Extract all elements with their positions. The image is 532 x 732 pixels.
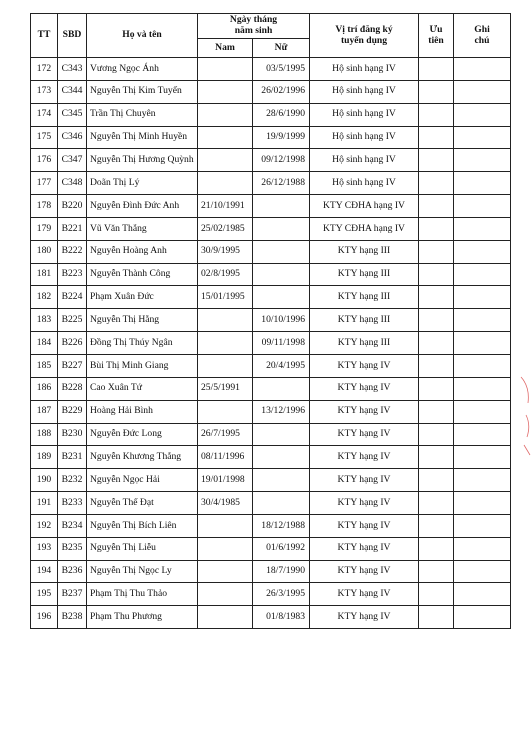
cell-sbd: B236 xyxy=(58,560,87,583)
cell-sbd: C347 xyxy=(58,149,87,172)
cell-note xyxy=(454,149,511,172)
cell-name: Nguyễn Thành Công xyxy=(87,263,198,286)
table-row xyxy=(31,217,511,240)
cell-tt: 178 xyxy=(31,195,58,218)
cell-dob-female xyxy=(253,217,310,240)
cell-position: Hộ sinh hạng IV xyxy=(310,172,419,195)
cell-tt: 183 xyxy=(31,309,58,332)
margin-mark xyxy=(518,375,532,465)
table-row xyxy=(31,126,511,149)
cell-dob-male xyxy=(198,583,253,606)
table-row xyxy=(31,606,511,629)
cell-name: Nguyễn Thị Bích Liên xyxy=(87,514,198,537)
cell-priority xyxy=(419,514,454,537)
cell-position: KTY hạng IV xyxy=(310,423,419,446)
cell-note xyxy=(454,354,511,377)
cell-note xyxy=(454,583,511,606)
cell-tt: 189 xyxy=(31,446,58,469)
cell-tt: 181 xyxy=(31,263,58,286)
cell-name: Nguyễn Đình Đức Anh xyxy=(87,195,198,218)
cell-dob-female xyxy=(253,377,310,400)
cell-note xyxy=(454,423,511,446)
cell-sbd: B238 xyxy=(58,606,87,629)
cell-position: KTY hạng III xyxy=(310,263,419,286)
cell-name: Nguyễn Thị Hương Quỳnh xyxy=(87,149,198,172)
cell-dob-female: 09/12/1998 xyxy=(253,149,310,172)
cell-position: KTY hạng IV xyxy=(310,537,419,560)
cell-dob-female xyxy=(253,195,310,218)
table-row xyxy=(31,149,511,172)
cell-sbd: B223 xyxy=(58,263,87,286)
table-row xyxy=(31,80,511,103)
table-row xyxy=(31,263,511,286)
cell-position: KTY hạng III xyxy=(310,240,419,263)
cell-tt: 175 xyxy=(31,126,58,149)
cell-dob-female: 26/12/1988 xyxy=(253,172,310,195)
cell-name: Nguyễn Thị Hằng xyxy=(87,309,198,332)
cell-note xyxy=(454,332,511,355)
cell-dob-male: 08/11/1996 xyxy=(198,446,253,469)
header-tt: TT xyxy=(31,14,58,58)
cell-position: KTY hạng IV xyxy=(310,583,419,606)
cell-priority xyxy=(419,217,454,240)
cell-dob-male xyxy=(198,332,253,355)
cell-tt: 177 xyxy=(31,172,58,195)
cell-tt: 192 xyxy=(31,514,58,537)
cell-name: Phạm Thu Phương xyxy=(87,606,198,629)
cell-sbd: C348 xyxy=(58,172,87,195)
cell-name: Cao Xuân Tứ xyxy=(87,377,198,400)
header-male: Nam xyxy=(198,39,253,58)
cell-dob-female xyxy=(253,286,310,309)
cell-sbd: C346 xyxy=(58,126,87,149)
cell-dob-female xyxy=(253,469,310,492)
cell-sbd: B228 xyxy=(58,377,87,400)
cell-note xyxy=(454,537,511,560)
cell-name: Phạm Xuân Đức xyxy=(87,286,198,309)
table-row xyxy=(31,469,511,492)
cell-name: Vương Ngọc Ánh xyxy=(87,58,198,81)
cell-name: Nguyễn Đức Long xyxy=(87,423,198,446)
cell-priority xyxy=(419,103,454,126)
cell-tt: 172 xyxy=(31,58,58,81)
table-row xyxy=(31,172,511,195)
cell-priority xyxy=(419,58,454,81)
cell-dob-female xyxy=(253,240,310,263)
table-row xyxy=(31,400,511,423)
cell-tt: 188 xyxy=(31,423,58,446)
cell-dob-male xyxy=(198,309,253,332)
cell-dob-female: 18/12/1988 xyxy=(253,514,310,537)
cell-position: KTY hạng III xyxy=(310,309,419,332)
table-row xyxy=(31,103,511,126)
cell-note xyxy=(454,377,511,400)
cell-dob-female: 10/10/1996 xyxy=(253,309,310,332)
table-row xyxy=(31,492,511,515)
candidate-table xyxy=(30,13,511,629)
header-female: Nữ xyxy=(253,39,310,58)
cell-priority xyxy=(419,149,454,172)
cell-dob-female: 01/8/1983 xyxy=(253,606,310,629)
cell-note xyxy=(454,80,511,103)
cell-name: Đồng Thị Thúy Ngân xyxy=(87,332,198,355)
cell-sbd: B226 xyxy=(58,332,87,355)
cell-name: Nguyễn Hoàng Anh xyxy=(87,240,198,263)
cell-name: Nguyễn Thị Ngọc Ly xyxy=(87,560,198,583)
cell-dob-female: 20/4/1995 xyxy=(253,354,310,377)
cell-name: Nguyễn Thị Liễu xyxy=(87,537,198,560)
cell-tt: 174 xyxy=(31,103,58,126)
cell-priority xyxy=(419,309,454,332)
cell-priority xyxy=(419,423,454,446)
cell-dob-female: 26/02/1996 xyxy=(253,80,310,103)
cell-tt: 191 xyxy=(31,492,58,515)
cell-sbd: B221 xyxy=(58,217,87,240)
table-row xyxy=(31,560,511,583)
cell-dob-female xyxy=(253,446,310,469)
cell-priority xyxy=(419,332,454,355)
cell-priority xyxy=(419,354,454,377)
cell-dob-male xyxy=(198,514,253,537)
cell-tt: 185 xyxy=(31,354,58,377)
table-row xyxy=(31,240,511,263)
cell-sbd: B229 xyxy=(58,400,87,423)
cell-note xyxy=(454,309,511,332)
cell-dob-male: 15/01/1995 xyxy=(198,286,253,309)
table-row xyxy=(31,423,511,446)
cell-dob-male xyxy=(198,560,253,583)
cell-position: Hộ sinh hạng IV xyxy=(310,80,419,103)
cell-position: KTY hạng IV xyxy=(310,446,419,469)
cell-note xyxy=(454,469,511,492)
cell-tt: 194 xyxy=(31,560,58,583)
cell-sbd: B234 xyxy=(58,514,87,537)
cell-note xyxy=(454,560,511,583)
cell-dob-male xyxy=(198,149,253,172)
cell-dob-male xyxy=(198,58,253,81)
cell-dob-male xyxy=(198,606,253,629)
cell-dob-male: 21/10/1991 xyxy=(198,195,253,218)
cell-note xyxy=(454,195,511,218)
cell-tt: 193 xyxy=(31,537,58,560)
cell-tt: 184 xyxy=(31,332,58,355)
table-row xyxy=(31,537,511,560)
cell-position: KTY hạng IV xyxy=(310,606,419,629)
cell-dob-female: 28/6/1990 xyxy=(253,103,310,126)
cell-sbd: B235 xyxy=(58,537,87,560)
cell-tt: 180 xyxy=(31,240,58,263)
table-row xyxy=(31,286,511,309)
cell-position: KTY hạng IV xyxy=(310,514,419,537)
cell-dob-male xyxy=(198,172,253,195)
cell-sbd: B237 xyxy=(58,583,87,606)
cell-position: Hộ sinh hạng IV xyxy=(310,58,419,81)
cell-note xyxy=(454,172,511,195)
cell-tt: 179 xyxy=(31,217,58,240)
cell-priority xyxy=(419,446,454,469)
cell-priority xyxy=(419,583,454,606)
cell-note xyxy=(454,58,511,81)
cell-note xyxy=(454,514,511,537)
cell-position: Hộ sinh hạng IV xyxy=(310,149,419,172)
cell-dob-male xyxy=(198,400,253,423)
cell-dob-male: 19/01/1998 xyxy=(198,469,253,492)
cell-name: Vũ Văn Thắng xyxy=(87,217,198,240)
header-position: Vị trí đăng ký tuyển dụng xyxy=(310,14,419,58)
cell-priority xyxy=(419,172,454,195)
cell-tt: 186 xyxy=(31,377,58,400)
cell-priority xyxy=(419,195,454,218)
cell-position: KTY hạng IV xyxy=(310,492,419,515)
cell-priority xyxy=(419,286,454,309)
cell-tt: 187 xyxy=(31,400,58,423)
cell-tt: 190 xyxy=(31,469,58,492)
cell-note xyxy=(454,103,511,126)
cell-dob-male: 02/8/1995 xyxy=(198,263,253,286)
cell-dob-female: 09/11/1998 xyxy=(253,332,310,355)
cell-position: KTY hạng IV xyxy=(310,377,419,400)
cell-dob-female xyxy=(253,423,310,446)
table-row xyxy=(31,354,511,377)
cell-sbd: B227 xyxy=(58,354,87,377)
cell-dob-male xyxy=(198,126,253,149)
cell-dob-male: 30/4/1985 xyxy=(198,492,253,515)
table-row xyxy=(31,514,511,537)
cell-note xyxy=(454,446,511,469)
table-row xyxy=(31,195,511,218)
cell-note xyxy=(454,240,511,263)
cell-sbd: C345 xyxy=(58,103,87,126)
cell-priority xyxy=(419,80,454,103)
cell-tt: 196 xyxy=(31,606,58,629)
cell-name: Trần Thị Chuyên xyxy=(87,103,198,126)
cell-name: Nguyễn Thị Kim Tuyến xyxy=(87,80,198,103)
cell-note xyxy=(454,217,511,240)
header-sbd: SBD xyxy=(58,14,87,58)
header-note: Ghi chú xyxy=(454,14,511,58)
cell-tt: 182 xyxy=(31,286,58,309)
cell-dob-male: 25/02/1985 xyxy=(198,217,253,240)
cell-priority xyxy=(419,606,454,629)
cell-note xyxy=(454,263,511,286)
cell-dob-female: 19/9/1999 xyxy=(253,126,310,149)
cell-priority xyxy=(419,492,454,515)
cell-sbd: C343 xyxy=(58,58,87,81)
cell-sbd: B220 xyxy=(58,195,87,218)
cell-dob-male xyxy=(198,354,253,377)
header-dob: Ngày tháng năm sinh xyxy=(198,14,310,39)
cell-dob-male xyxy=(198,80,253,103)
cell-dob-male: 26/7/1995 xyxy=(198,423,253,446)
cell-position: KTY hạng IV xyxy=(310,469,419,492)
cell-position: KTY hạng IV xyxy=(310,400,419,423)
cell-note xyxy=(454,400,511,423)
cell-sbd: C344 xyxy=(58,80,87,103)
cell-name: Phạm Thị Thu Thảo xyxy=(87,583,198,606)
table-header xyxy=(31,14,511,58)
cell-dob-female: 01/6/1992 xyxy=(253,537,310,560)
cell-priority xyxy=(419,263,454,286)
cell-position: KTY CĐHA hạng IV xyxy=(310,195,419,218)
cell-priority xyxy=(419,377,454,400)
cell-sbd: B230 xyxy=(58,423,87,446)
cell-sbd: B231 xyxy=(58,446,87,469)
table-row xyxy=(31,583,511,606)
cell-note xyxy=(454,286,511,309)
cell-priority xyxy=(419,400,454,423)
cell-tt: 173 xyxy=(31,80,58,103)
cell-note xyxy=(454,606,511,629)
cell-position: Hộ sinh hạng IV xyxy=(310,103,419,126)
cell-dob-male xyxy=(198,103,253,126)
cell-dob-female xyxy=(253,263,310,286)
cell-dob-female: 18/7/1990 xyxy=(253,560,310,583)
cell-priority xyxy=(419,537,454,560)
cell-dob-female: 13/12/1996 xyxy=(253,400,310,423)
cell-priority xyxy=(419,240,454,263)
cell-position: Hộ sinh hạng IV xyxy=(310,126,419,149)
table-row xyxy=(31,58,511,81)
cell-dob-male: 30/9/1995 xyxy=(198,240,253,263)
cell-dob-female: 26/3/1995 xyxy=(253,583,310,606)
cell-tt: 176 xyxy=(31,149,58,172)
table-row xyxy=(31,377,511,400)
cell-priority xyxy=(419,469,454,492)
cell-priority xyxy=(419,126,454,149)
cell-sbd: B222 xyxy=(58,240,87,263)
cell-position: KTY hạng III xyxy=(310,286,419,309)
cell-tt: 195 xyxy=(31,583,58,606)
table-row xyxy=(31,332,511,355)
cell-position: KTY hạng IV xyxy=(310,354,419,377)
table-row xyxy=(31,446,511,469)
cell-sbd: B233 xyxy=(58,492,87,515)
cell-dob-female: 03/5/1995 xyxy=(253,58,310,81)
cell-sbd: B224 xyxy=(58,286,87,309)
table-body xyxy=(31,58,511,629)
cell-position: KTY hạng III xyxy=(310,332,419,355)
cell-name: Nguyễn Thị Minh Huyền xyxy=(87,126,198,149)
cell-name: Nguyễn Ngọc Hải xyxy=(87,469,198,492)
cell-position: KTY CĐHA hạng IV xyxy=(310,217,419,240)
cell-dob-male xyxy=(198,537,253,560)
cell-name: Nguyễn Thế Đạt xyxy=(87,492,198,515)
cell-position: KTY hạng IV xyxy=(310,560,419,583)
header-name: Họ và tên xyxy=(87,14,198,58)
cell-name: Hoàng Hải Bình xyxy=(87,400,198,423)
cell-sbd: B225 xyxy=(58,309,87,332)
cell-priority xyxy=(419,560,454,583)
cell-name: Nguyễn Khương Thắng xyxy=(87,446,198,469)
cell-dob-male: 25/5/1991 xyxy=(198,377,253,400)
cell-name: Doãn Thị Lý xyxy=(87,172,198,195)
header-priority: Ưu tiên xyxy=(419,14,454,58)
cell-note xyxy=(454,492,511,515)
cell-note xyxy=(454,126,511,149)
cell-name: Bùi Thị Minh Giang xyxy=(87,354,198,377)
cell-dob-female xyxy=(253,492,310,515)
table-row xyxy=(31,309,511,332)
cell-sbd: B232 xyxy=(58,469,87,492)
